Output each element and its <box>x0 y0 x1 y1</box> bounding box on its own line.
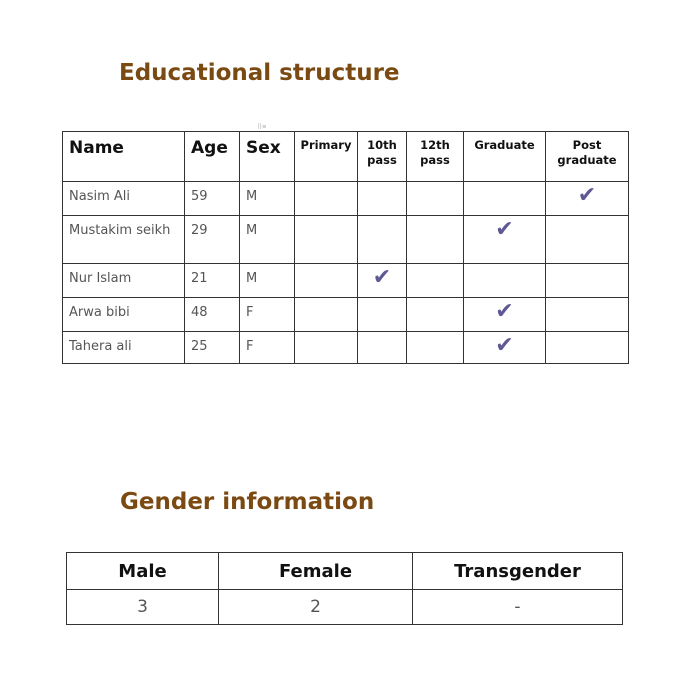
cell-sex: F <box>240 298 295 332</box>
cell-age: 59 <box>185 182 240 216</box>
cell-twelfth <box>407 182 464 216</box>
cell-graduate <box>464 332 546 364</box>
educational-structure-title: Educational structure <box>119 60 400 86</box>
education-table <box>62 131 629 364</box>
table-row <box>63 298 629 332</box>
cell-sex: M <box>240 216 295 264</box>
cell-age: 25 <box>185 332 240 364</box>
cell-tenth <box>358 182 407 216</box>
cell-tenth <box>358 216 407 264</box>
cell-twelfth <box>407 264 464 298</box>
header-name: Name <box>63 132 185 182</box>
checkmark-icon: ✔ <box>495 333 514 358</box>
cell-tenth <box>358 298 407 332</box>
cell-sex: M <box>240 264 295 298</box>
cell-name: Mustakim seikh <box>63 216 185 264</box>
header-primary: Primary <box>295 132 358 182</box>
table-row <box>63 332 629 364</box>
cell-twelfth <box>407 298 464 332</box>
cell-name: Arwa bibi <box>63 298 185 332</box>
cell-primary <box>295 182 358 216</box>
education-header-row <box>63 132 629 182</box>
cell-name: Nur Islam <box>63 264 185 298</box>
cell-graduate <box>464 264 546 298</box>
cell-name: Nasim Ali <box>63 182 185 216</box>
cell-twelfth <box>407 332 464 364</box>
cell-tenth <box>358 264 407 298</box>
cell-age: 48 <box>185 298 240 332</box>
cell-post-graduate <box>546 216 629 264</box>
gender-value-row <box>67 590 623 625</box>
cell-twelfth <box>407 216 464 264</box>
cell-age: 29 <box>185 216 240 264</box>
cell-primary <box>295 264 358 298</box>
cell-name: Tahera ali <box>63 332 185 364</box>
header-female: Female <box>219 553 413 590</box>
table-row <box>63 182 629 216</box>
header-12th-pass: 12th pass <box>407 132 464 182</box>
cell-sex: F <box>240 332 295 364</box>
cell-post-graduate <box>546 298 629 332</box>
table-row <box>63 264 629 298</box>
checkmark-icon: ✔ <box>495 299 514 324</box>
cell-post-graduate <box>546 264 629 298</box>
gender-header-row <box>67 553 623 590</box>
checkmark-icon: ✔ <box>372 265 392 290</box>
cell-tenth <box>358 332 407 364</box>
cell-post-graduate <box>546 182 629 216</box>
header-age: Age <box>185 132 240 182</box>
header-graduate: Graduate <box>464 132 546 182</box>
cell-age: 21 <box>185 264 240 298</box>
value-transgender: - <box>413 590 623 625</box>
cell-graduate <box>464 298 546 332</box>
gender-information-title: Gender information <box>120 489 375 515</box>
cell-primary <box>295 216 358 264</box>
header-sex: Sex <box>240 132 295 182</box>
cell-sex: M <box>240 182 295 216</box>
value-male: 3 <box>67 590 219 625</box>
gender-table <box>66 552 623 625</box>
header-post-graduate: Post graduate <box>546 132 629 182</box>
header-male: Male <box>67 553 219 590</box>
value-female: 2 <box>219 590 413 625</box>
checkmark-icon: ✔ <box>495 217 514 242</box>
table-row <box>63 216 629 264</box>
header-10th-pass: 10th pass <box>358 132 407 182</box>
cell-primary <box>295 332 358 364</box>
checkmark-icon: ✔ <box>577 183 597 208</box>
table-drag-handle-icon[interactable]: ⠿ ≡ <box>257 124 266 131</box>
cell-primary <box>295 298 358 332</box>
cell-graduate <box>464 182 546 216</box>
header-transgender: Transgender <box>413 553 623 590</box>
cell-graduate <box>464 216 546 264</box>
cell-post-graduate <box>546 332 629 364</box>
